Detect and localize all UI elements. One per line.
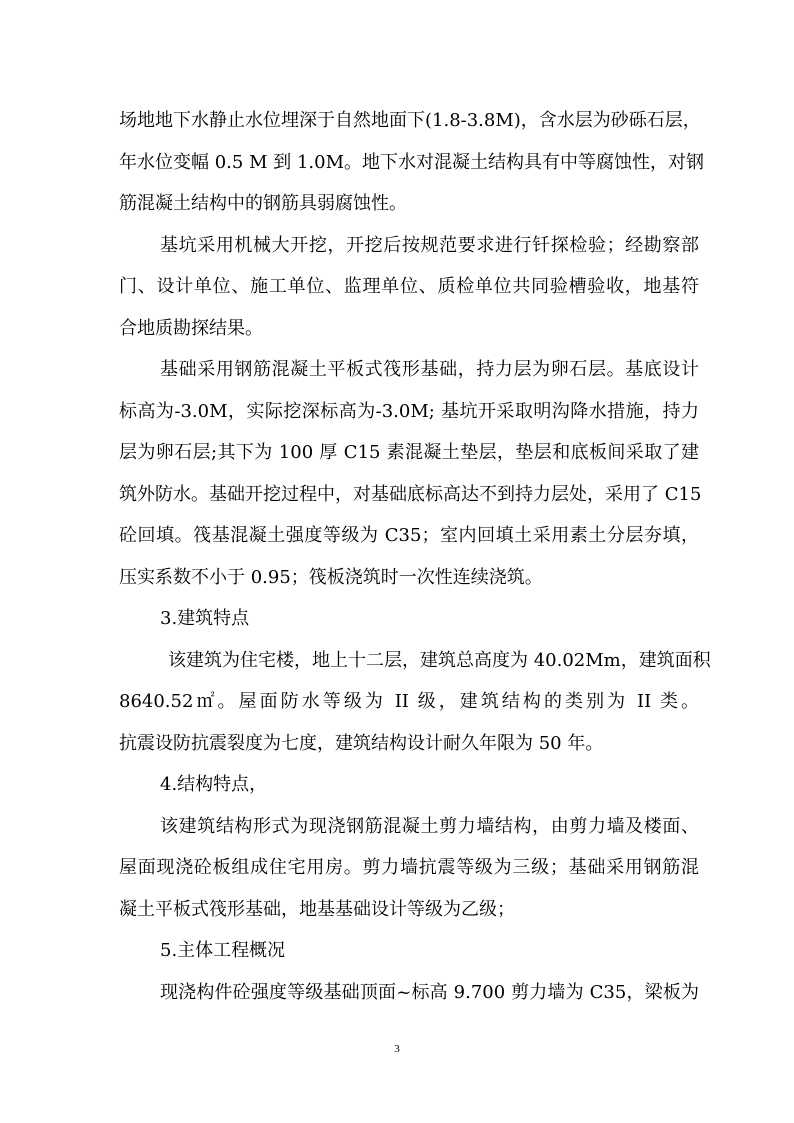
text-line: 该建筑为住宅楼，地上十二层，建筑总高度为 40.02Mm，建筑面积 xyxy=(168,649,711,671)
page-number: 3 xyxy=(394,1043,400,1055)
text-line: 凝土平板式筏形基础，地基基础设计等级为乙级； xyxy=(119,898,515,920)
body-text xyxy=(119,100,711,1013)
text-line: 抗震设防抗震裂度为七度，建筑结构设计耐久年限为 50 年。 xyxy=(119,732,604,754)
text-line: 基坑采用机械大开挖，开挖后按规范要求进行钎探检验；经勘察部 xyxy=(160,234,699,256)
text-line: 门、设计单位、施工单位、监理单位、质检单位共同验槽验收，地基符 xyxy=(119,276,699,297)
text-line: 筋混凝土结构中的钢筋具弱腐蚀性。 xyxy=(119,193,407,214)
section-heading: 5.主体工程概况 xyxy=(160,940,286,961)
text-line: 该建筑结构形式为现浇钢筋混凝土剪力墙结构，由剪力墙及楼面、 xyxy=(160,815,699,837)
text-line: 压实系数不小于 0.95；筏板浇筑时一次性连续浇筑。 xyxy=(119,566,543,588)
text-line: 现浇构件砼强度等级基础顶面~标高 9.700 剪力墙为 C35，梁板为 xyxy=(160,981,699,1003)
section-heading: 4.结构特点， xyxy=(160,774,268,795)
text-line: 8640.52㎡。屋面防水等级为 II 级，建筑结构的类别为 II 类。 xyxy=(119,691,699,712)
text-line: 层为卵石层;其下为 100 厚 C15 素混凝土垫层，垫层和底板间采取了建 xyxy=(119,442,699,463)
text-line: 屋面现浇砼板组成住宅用房。剪力墙抗震等级为三级；基础采用钢筋混 xyxy=(119,857,699,878)
section-heading: 3.建筑特点 xyxy=(160,608,250,629)
text-line: 基础采用钢筋混凝土平板式筏形基础，持力层为卵石层。基底设计 xyxy=(160,359,699,380)
text-line: 场地地下水静止水位埋深于自然地面下(1.8-3.8M)，含水层为砂砾石层， xyxy=(119,110,701,131)
text-line: 标高为-3.0M，实际挖深标高为-3.0M; 基坑开采取明沟降水措施，持力 xyxy=(119,400,699,422)
text-line: 年水位变幅 0.5 M 到 1.0M。地下水对混凝土结构具有中等腐蚀性，对钢 xyxy=(119,151,704,173)
text-line: 砼回填。筏基混凝土强度等级为 C35；室内回填土采用素土分层夯填， xyxy=(119,525,699,546)
text-line: 合地质勘探结果。 xyxy=(119,317,263,339)
text-line: 筑外防水。基础开挖过程中，对基础底标高达不到持力层处，采用了 C15 xyxy=(119,483,702,505)
